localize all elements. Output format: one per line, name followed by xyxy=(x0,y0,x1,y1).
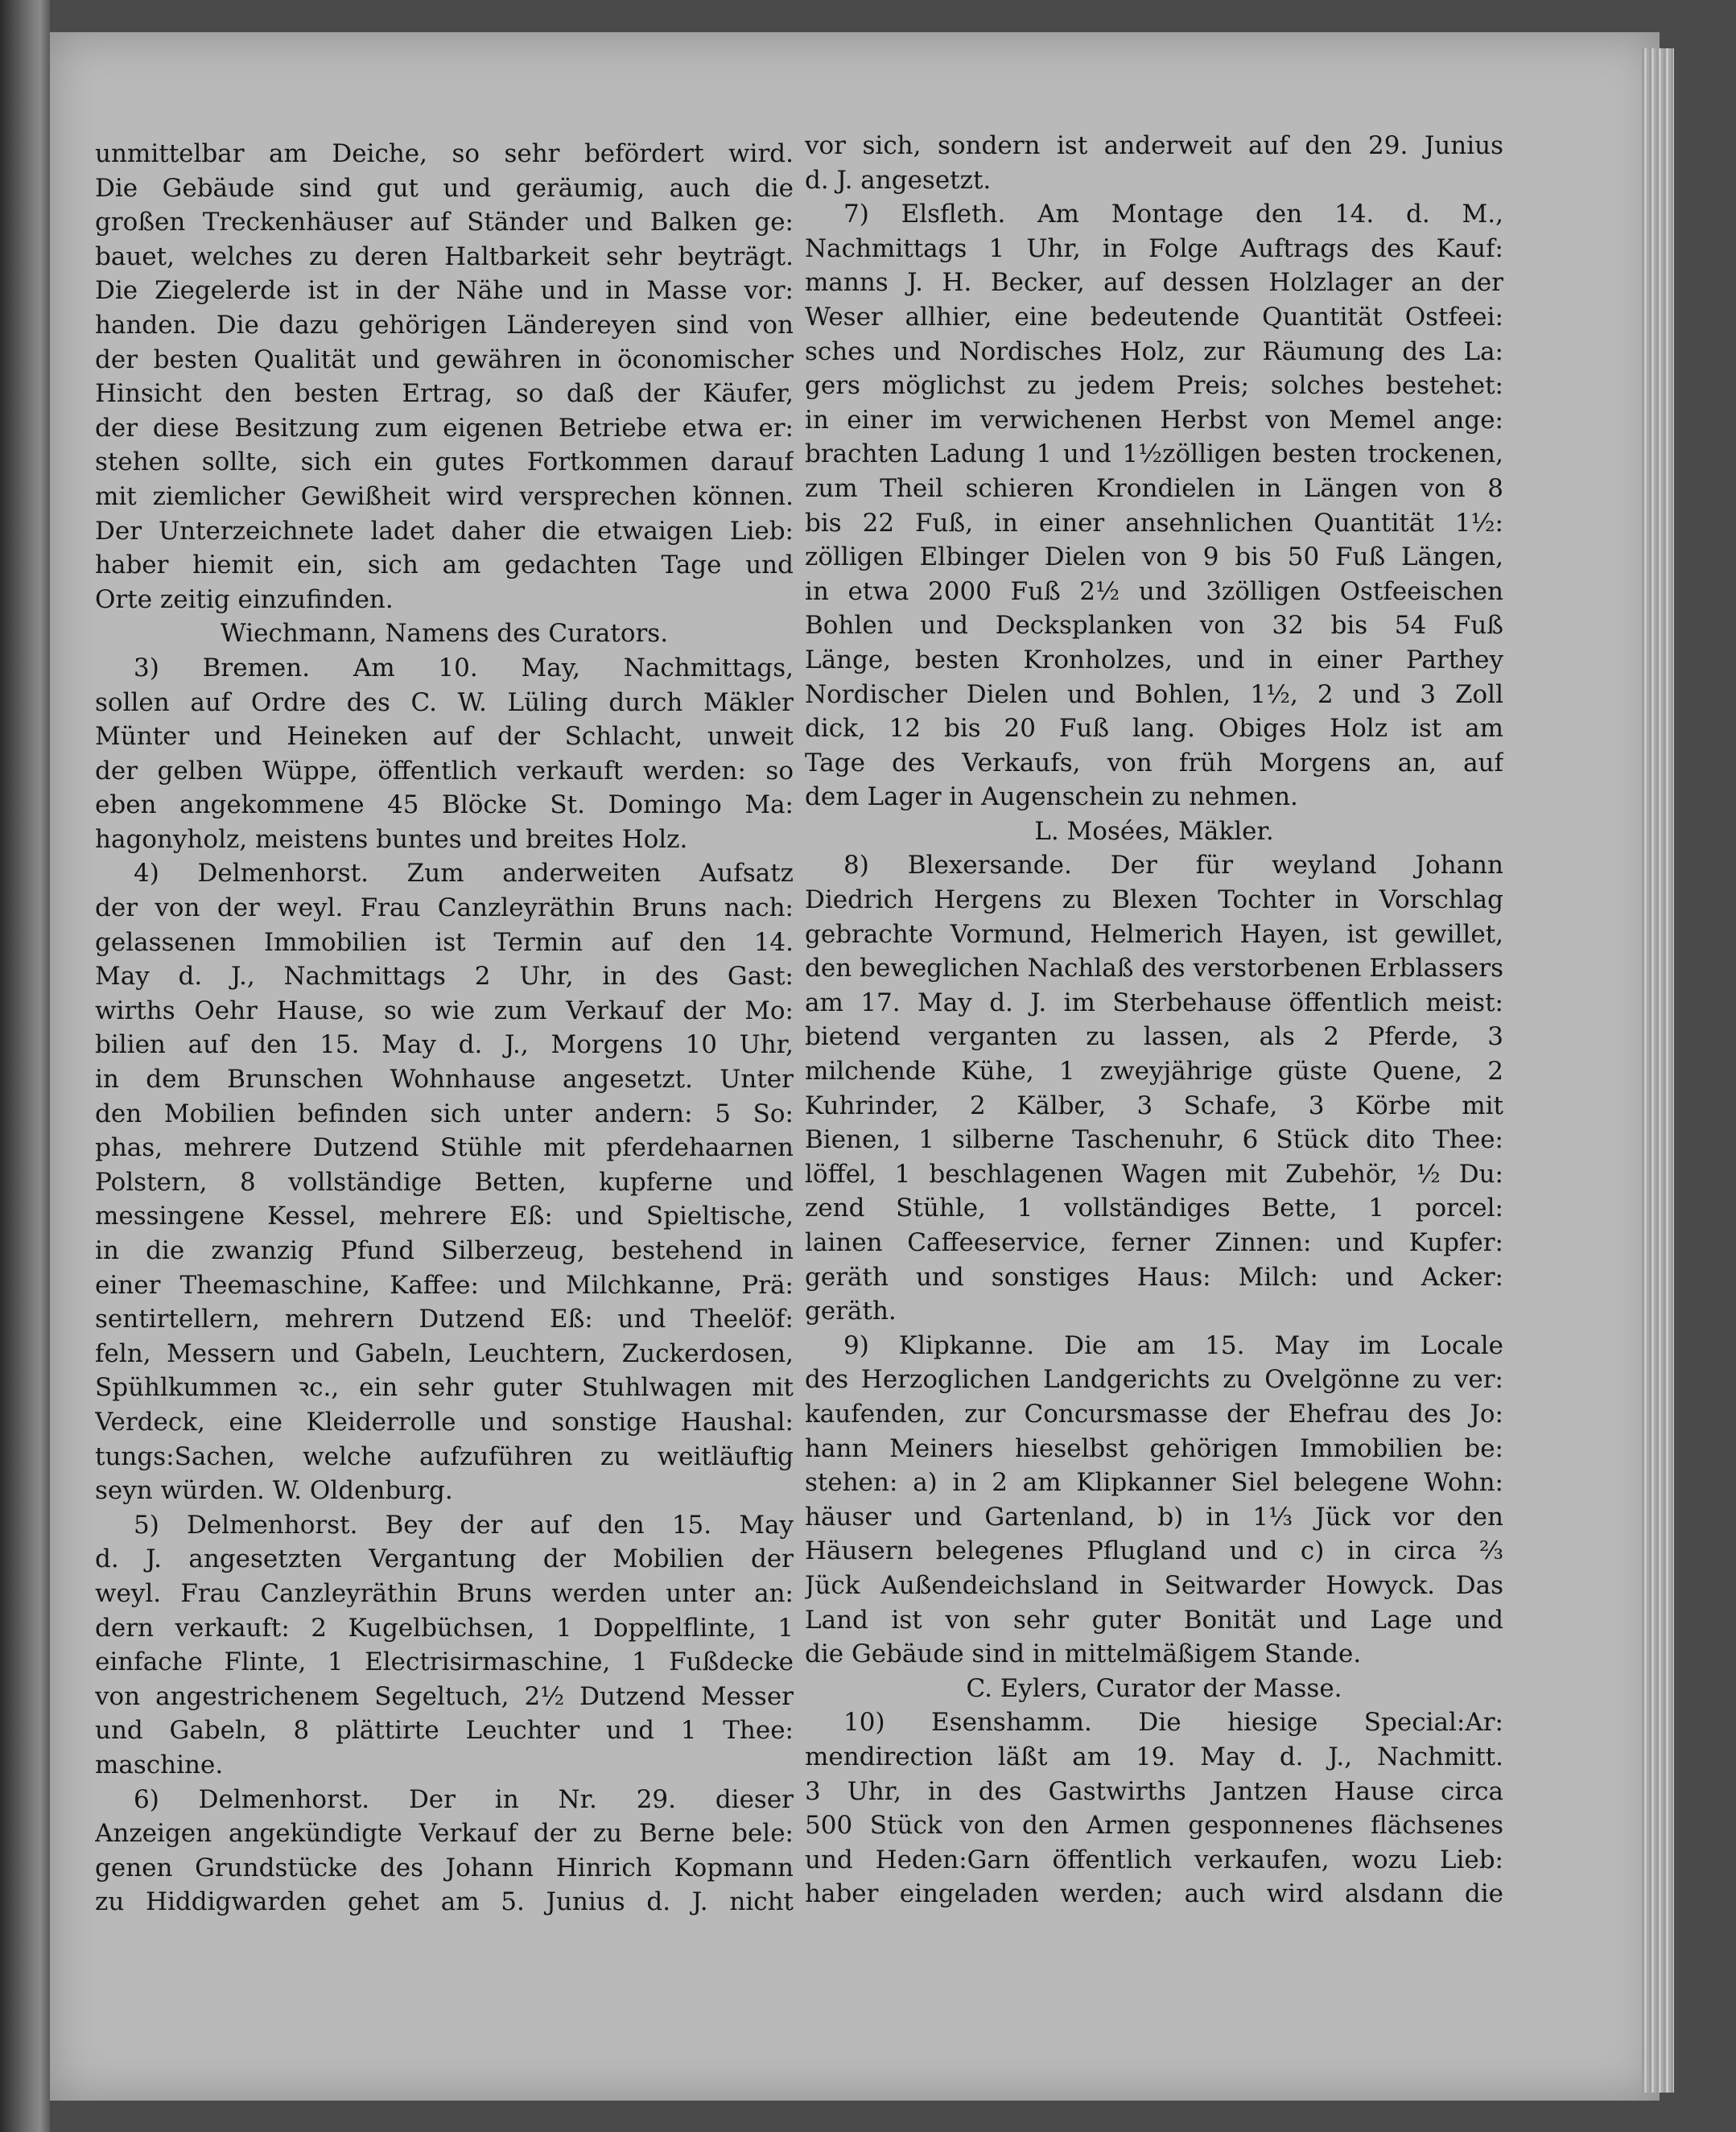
text-line: dern verkauft: 2 Kugelbüchsen, 1 Doppelflinte, 1 xyxy=(95,1613,794,1643)
text-line: tungs:Sachen, welche aufzuführen zu weitläuftig xyxy=(95,1441,794,1471)
text-line: stehen: a) in 2 am Klipkanner Siel belegene Wohn: xyxy=(805,1468,1503,1498)
text-line: Polstern, 8 vollständige Betten, kupferne und xyxy=(95,1167,794,1197)
text-line: Länge, besten Kronholzes, und in einer Parthey xyxy=(805,645,1503,674)
text-line: hagonyholz, meistens buntes und breites Holz. xyxy=(95,824,688,854)
text-line: Orte zeitig einzufinden. xyxy=(95,584,394,614)
text-line: lainen Caffeeservice, ferner Zinnen: und Kupfer: xyxy=(805,1228,1503,1257)
text-line: einfache Flinte, 1 Electrisirmaschine, 1 Fußdecke xyxy=(95,1647,794,1677)
text-line: Nordischer Dielen und Bohlen, 1½, 2 und 3 Zoll xyxy=(805,679,1503,709)
text-line: sches und Nordisches Holz, zur Räumung des La: xyxy=(805,336,1503,366)
text-line: 3 Uhr, in des Gastwirths Jantzen Hause circa xyxy=(805,1776,1503,1806)
text-line: Kuhrinder, 2 Kälber, 3 Schafe, 3 Körbe mit xyxy=(805,1091,1503,1120)
text-line: zu Hiddigwarden gehet am 5. Junius d. J. nicht xyxy=(95,1887,794,1917)
text-line: und Gabeln, 8 plättirte Leuchter und 1 Thee: xyxy=(95,1716,794,1746)
text-line: Verdeck, eine Kleiderrolle und sonstige Haushal: xyxy=(95,1407,794,1437)
text-line: haber hiemit ein, sich am gedachten Tage und xyxy=(95,551,794,580)
text-line: 500 Stück von den Armen gesponnenes flächsenes xyxy=(805,1811,1503,1841)
text-line: dem Lager in Augenschein zu nehmen. xyxy=(805,782,1298,812)
text-line: weyl. Frau Canzleyräthin Bruns werden unter an: xyxy=(95,1578,794,1608)
text-line: Nachmittags 1 Uhr, in Folge Auftrags des Kauf: xyxy=(805,233,1503,263)
previous-page-edge xyxy=(0,0,50,2132)
text-line: Tage des Verkaufs, von früh Morgens an, auf xyxy=(805,748,1503,777)
text-line: geräth und sonstiges Haus: Milch: und Acker: xyxy=(805,1262,1503,1292)
text-line: in einer im verwichenen Herbst von Memel ange: xyxy=(805,405,1503,435)
text-line: d. J. angesetzten Vergantung der Mobilien der xyxy=(95,1544,794,1574)
text-line: unmittelbar am Deiche, so sehr befördert wird. xyxy=(95,139,794,168)
text-line: der von der weyl. Frau Canzleyräthin Bruns nach: xyxy=(95,893,794,923)
text-line: 10) Esenshamm. Die hiesige Special:Ar: xyxy=(843,1708,1503,1738)
text-line: Die Ziegelerde ist in der Nähe und in Masse vor: xyxy=(95,276,794,306)
text-line: sollen auf Ordre des C. W. Lüling durch Mäkler xyxy=(95,687,794,717)
text-line: dick, 12 bis 20 Fuß lang. Obiges Holz ist am xyxy=(805,714,1503,744)
text-line: 6) Delmenhorst. Der in Nr. 29. dieser xyxy=(134,1784,794,1814)
text-line: geräth. xyxy=(805,1297,897,1326)
text-line: zend Stühle, 1 vollständiges Bette, 1 porcel: xyxy=(805,1194,1503,1223)
text-line: löffel, 1 beschlagenen Wagen mit Zubehör, ½ Du: xyxy=(805,1159,1503,1189)
text-line: maschine. xyxy=(95,1750,224,1779)
text-line: mendirection läßt am 19. May d. J., Nachmitt. xyxy=(805,1742,1503,1771)
text-line: in die zwanzig Pfund Silberzeug, bestehend in xyxy=(95,1236,794,1265)
text-line: zum Theil schieren Krondielen in Längen von 8 xyxy=(805,473,1503,503)
text-line: handen. Die dazu gehörigen Ländereyen sind von xyxy=(95,310,794,340)
text-line: C. Eylers, Curator der Masse. xyxy=(966,1673,1342,1703)
text-line: bietend verganten zu lassen, als 2 Pferde, 3 xyxy=(805,1022,1503,1052)
text-line: 3) Bremen. Am 10. May, Nachmittags, xyxy=(134,653,794,682)
text-line: L. Mosées, Mäkler. xyxy=(1034,816,1274,846)
text-line: Anzeigen angekündigte Verkauf der zu Berne bele: xyxy=(95,1819,794,1849)
text-line: eben angekommene 45 Blöcke St. Domingo Ma: xyxy=(95,790,794,820)
text-line: Diedrich Hergens zu Blexen Tochter in Vorschlag xyxy=(805,885,1503,915)
text-line: 8) Blexersande. Der für weyland Johann xyxy=(843,851,1503,880)
text-line: Hinsicht den besten Ertrag, so daß der Käufer, xyxy=(95,379,794,409)
text-line: brachten Ladung 1 und 1½zölligen besten trockenen, xyxy=(805,439,1503,469)
text-line: in dem Brunschen Wohnhause angesetzt. Unter xyxy=(95,1065,794,1095)
text-line: 5) Delmenhorst. Bey der auf den 15. May xyxy=(134,1510,794,1540)
text-line: hann Meiners hieselbst gehörigen Immobilien be: xyxy=(805,1433,1503,1463)
text-line: den Mobilien befinden sich unter andern: 5 So: xyxy=(95,1099,794,1128)
text-line: 7) Elsfleth. Am Montage den 14. d. M., xyxy=(843,200,1503,229)
text-line: Münter und Heineken auf der Schlacht, unweit xyxy=(95,722,794,752)
text-line: Jück Außendeichsland in Seitwarder Howyck. Das xyxy=(805,1570,1503,1600)
page-stack-edge xyxy=(1642,48,1674,2093)
text-line: zölligen Elbinger Dielen von 9 bis 50 Fuß Längen, xyxy=(805,542,1503,572)
text-line: des Herzoglichen Landgerichts zu Ovelgönne zu ver: xyxy=(805,1365,1503,1395)
text-line: bis 22 Fuß, in einer ansehnlichen Quantität 1½: xyxy=(805,508,1503,538)
left-column xyxy=(95,137,794,1920)
text-line: großen Treckenhäuser auf Ständer und Balken ge: xyxy=(95,208,794,237)
text-line: genen Grundstücke des Johann Hinrich Kopmann xyxy=(95,1853,794,1883)
text-line: kaufenden, zur Concursmasse der Ehefrau des Jo: xyxy=(805,1399,1503,1429)
text-line: Der Unterzeichnete ladet daher die etwaigen Lieb: xyxy=(95,516,794,546)
text-line: 9) Klipkanne. Die am 15. May im Locale xyxy=(843,1330,1503,1360)
text-line: Weser allhier, eine bedeutende Quantität Ostfeei: xyxy=(805,302,1503,332)
text-line: messingene Kessel, mehrere Eß: und Spieltische, xyxy=(95,1202,794,1231)
text-line: Die Gebäude sind gut und geräumig, auch die xyxy=(95,173,794,203)
text-line: bilien auf den 15. May d. J., Morgens 10 Uhr, xyxy=(95,1030,794,1060)
text-line: haber eingeladen werden; auch wird alsdann die xyxy=(805,1879,1503,1909)
text-line: Spühlkummen ꝛc., ein sehr guter Stuhlwagen mit xyxy=(95,1373,794,1403)
text-line: gers möglichst zu jedem Preis; solches bestehet: xyxy=(805,371,1503,401)
text-line: der besten Qualität und gewähren in öconomischer xyxy=(95,344,794,374)
text-line: der gelben Wüppe, öffentlich verkauft werden: so xyxy=(95,756,794,786)
text-line: Häusern belegenes Pflugland und c) in circa ⅔ xyxy=(805,1536,1503,1566)
text-line: den beweglichen Nachlaß des verstorbenen Erblassers xyxy=(805,954,1503,984)
text-line: mit ziemlicher Gewißheit wird versprechen können. xyxy=(95,481,794,511)
text-line: gelassenen Immobilien ist Termin auf den 14. xyxy=(95,927,794,957)
text-line: milchende Kühe, 1 zweyjährige güste Quene, 2 xyxy=(805,1057,1503,1087)
text-line: Wiechmann, Namens des Curators. xyxy=(220,619,669,649)
text-line: und Heden:Garn öffentlich verkaufen, wozu Lieb: xyxy=(805,1845,1503,1874)
text-line: phas, mehrere Dutzend Stühle mit pferdehaarnen xyxy=(95,1133,794,1163)
text-line: stehen sollte, sich ein gutes Fortkommen darauf xyxy=(95,447,794,477)
text-line: von angestrichenem Segeltuch, 2½ Dutzend Messer xyxy=(95,1681,794,1711)
text-line: 4) Delmenhorst. Zum anderweiten Aufsatz xyxy=(134,859,794,889)
text-line: häuser und Gartenland, b) in 1⅓ Jück vor den xyxy=(805,1502,1503,1532)
text-line: in etwa 2000 Fuß 2½ und 3zölligen Ostfeeischen xyxy=(805,576,1503,606)
text-line: sentirtellern, mehrern Dutzend Eß: und Theelöf: xyxy=(95,1305,794,1334)
text-line: seyn würden. W. Oldenburg. xyxy=(95,1476,453,1506)
text-line: wirths Oehr Hause, so wie zum Verkauf der Mo: xyxy=(95,996,794,1025)
text-line: vor sich, sondern ist anderweit auf den 29. Junius xyxy=(805,131,1503,160)
text-line: manns J. H. Becker, auf dessen Holzlager an der xyxy=(805,268,1503,298)
text-line: die Gebäude sind in mittelmäßigem Stande. xyxy=(805,1639,1362,1669)
text-line: Bienen, 1 silberne Taschenuhr, 6 Stück dito Thee: xyxy=(805,1125,1503,1155)
right-column xyxy=(805,129,1503,1911)
text-line: am 17. May d. J. im Sterbehause öffentlich meist: xyxy=(805,988,1503,1017)
text-line: feln, Messern und Gabeln, Leuchtern, Zuckerdosen, xyxy=(95,1338,794,1368)
text-line: Land ist von sehr guter Bonität und Lage und xyxy=(805,1605,1503,1635)
text-line: Bohlen und Decksplanken von 32 bis 54 Fuß xyxy=(805,611,1503,641)
text-line: gebrachte Vormund, Helmerich Hayen, ist gewillet, xyxy=(805,919,1503,949)
text-line: der diese Besitzung zum eigenen Betriebe etwa er: xyxy=(95,413,794,443)
text-line: bauet, welches zu deren Haltbarkeit sehr beyträgt. xyxy=(95,241,794,271)
text-line: einer Theemaschine, Kaffee: und Milchkanne, Prä: xyxy=(95,1270,794,1300)
text-line: May d. J., Nachmittags 2 Uhr, in des Gast: xyxy=(95,962,794,992)
text-line: d. J. angesetzt. xyxy=(805,165,992,195)
